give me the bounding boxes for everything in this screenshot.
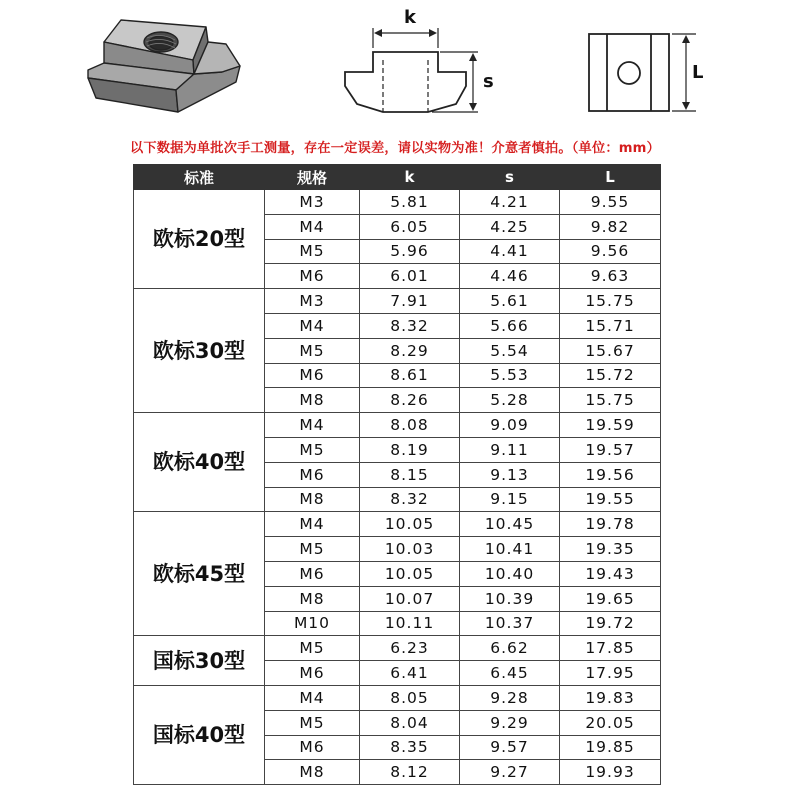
L-cell: 19.72: [560, 611, 661, 636]
L-cell: 19.78: [560, 512, 661, 537]
k-cell: 8.35: [360, 735, 460, 760]
spec-cell: M4: [265, 512, 360, 537]
table-row: [134, 289, 661, 314]
s-cell: 4.25: [460, 214, 560, 239]
standard-cell: 欧标40型: [134, 413, 265, 512]
k-cell: 8.32: [360, 487, 460, 512]
spec-cell: M8: [265, 586, 360, 611]
s-cell: 9.28: [460, 685, 560, 710]
L-cell: 9.55: [560, 190, 661, 215]
s-cell: 9.27: [460, 760, 560, 785]
L-cell: 17.85: [560, 636, 661, 661]
s-cell: 6.62: [460, 636, 560, 661]
L-cell: 19.59: [560, 413, 661, 438]
s-cell: 5.61: [460, 289, 560, 314]
L-cell: 15.75: [560, 388, 661, 413]
L-cell: 19.57: [560, 437, 661, 462]
k-cell: 8.04: [360, 710, 460, 735]
s-dimension-label: s: [483, 71, 494, 92]
s-cell: 9.09: [460, 413, 560, 438]
spec-cell: M5: [265, 710, 360, 735]
k-cell: 10.05: [360, 561, 460, 586]
s-cell: 9.57: [460, 735, 560, 760]
k-cell: 8.61: [360, 363, 460, 388]
L-cell: 17.95: [560, 661, 661, 686]
diagram-area: [0, 0, 790, 130]
header-standard: 标准: [134, 165, 265, 190]
spec-cell: M6: [265, 735, 360, 760]
L-cell: 9.63: [560, 264, 661, 289]
L-cell: 19.55: [560, 487, 661, 512]
k-cell: 8.19: [360, 437, 460, 462]
table-header-row: [134, 165, 661, 190]
L-cell: 15.75: [560, 289, 661, 314]
spec-cell: M4: [265, 685, 360, 710]
standard-cell: 国标40型: [134, 685, 265, 784]
k-dimension-label: k: [404, 7, 416, 28]
spec-cell: M4: [265, 413, 360, 438]
spec-cell: M6: [265, 661, 360, 686]
t-nut-3d-photo-icon: [0, 0, 790, 130]
standard-cell: 欧标30型: [134, 289, 265, 413]
table-row: [134, 685, 661, 710]
spec-cell: M6: [265, 264, 360, 289]
spec-cell: M8: [265, 388, 360, 413]
k-cell: 8.26: [360, 388, 460, 413]
k-cell: 10.07: [360, 586, 460, 611]
L-cell: 19.93: [560, 760, 661, 785]
standard-cell: 欧标20型: [134, 190, 265, 289]
s-cell: 5.28: [460, 388, 560, 413]
k-cell: 6.41: [360, 661, 460, 686]
s-cell: 10.41: [460, 537, 560, 562]
k-cell: 8.15: [360, 462, 460, 487]
table-row: [134, 190, 661, 215]
header-k: k: [360, 165, 460, 190]
k-cell: 10.11: [360, 611, 460, 636]
k-cell: 8.29: [360, 338, 460, 363]
L-cell: 19.56: [560, 462, 661, 487]
L-cell: 20.05: [560, 710, 661, 735]
s-cell: 10.45: [460, 512, 560, 537]
L-cell: 19.35: [560, 537, 661, 562]
k-cell: 6.01: [360, 264, 460, 289]
k-cell: 8.12: [360, 760, 460, 785]
L-cell: 15.71: [560, 313, 661, 338]
s-cell: 5.66: [460, 313, 560, 338]
s-cell: 4.21: [460, 190, 560, 215]
spec-cell: M6: [265, 462, 360, 487]
s-cell: 10.39: [460, 586, 560, 611]
spec-cell: M5: [265, 338, 360, 363]
table-row: [134, 413, 661, 438]
spec-cell: M3: [265, 289, 360, 314]
k-cell: 10.05: [360, 512, 460, 537]
table-row: [134, 512, 661, 537]
s-cell: 5.54: [460, 338, 560, 363]
spec-cell: M8: [265, 760, 360, 785]
spec-table: [133, 164, 661, 785]
L-cell: 19.65: [560, 586, 661, 611]
s-cell: 4.46: [460, 264, 560, 289]
table-row: [134, 636, 661, 661]
s-cell: 9.29: [460, 710, 560, 735]
k-cell: 8.05: [360, 685, 460, 710]
s-cell: 10.37: [460, 611, 560, 636]
table-body: [134, 190, 661, 785]
s-cell: 6.45: [460, 661, 560, 686]
k-cell: 7.91: [360, 289, 460, 314]
L-cell: 15.72: [560, 363, 661, 388]
spec-cell: M3: [265, 190, 360, 215]
header-L: L: [560, 165, 661, 190]
L-dimension-label: L: [692, 62, 704, 83]
spec-cell: M5: [265, 636, 360, 661]
spec-cell: M5: [265, 537, 360, 562]
s-cell: 4.41: [460, 239, 560, 264]
s-cell: 9.13: [460, 462, 560, 487]
L-cell: 9.56: [560, 239, 661, 264]
s-cell: 5.53: [460, 363, 560, 388]
spec-cell: M6: [265, 561, 360, 586]
measurement-note: 以下数据为单批次手工测量，存在一定误差，请以实物为准！介意者慎拍。（单位：mm）: [129, 141, 660, 156]
k-cell: 5.96: [360, 239, 460, 264]
k-cell: 6.23: [360, 636, 460, 661]
k-cell: 5.81: [360, 190, 460, 215]
L-cell: 19.83: [560, 685, 661, 710]
L-cell: 19.43: [560, 561, 661, 586]
k-cell: 8.32: [360, 313, 460, 338]
spec-cell: M5: [265, 239, 360, 264]
s-cell: 10.40: [460, 561, 560, 586]
s-cell: 9.11: [460, 437, 560, 462]
L-cell: 15.67: [560, 338, 661, 363]
s-cell: 9.15: [460, 487, 560, 512]
spec-cell: M4: [265, 214, 360, 239]
spec-cell: M5: [265, 437, 360, 462]
k-cell: 10.03: [360, 537, 460, 562]
k-cell: 6.05: [360, 214, 460, 239]
header-spec: 规格: [265, 165, 360, 190]
header-s: s: [460, 165, 560, 190]
spec-cell: M4: [265, 313, 360, 338]
spec-cell: M10: [265, 611, 360, 636]
L-cell: 9.82: [560, 214, 661, 239]
L-cell: 19.85: [560, 735, 661, 760]
standard-cell: 欧标45型: [134, 512, 265, 636]
k-cell: 8.08: [360, 413, 460, 438]
spec-cell: M6: [265, 363, 360, 388]
standard-cell: 国标30型: [134, 636, 265, 686]
spec-cell: M8: [265, 487, 360, 512]
